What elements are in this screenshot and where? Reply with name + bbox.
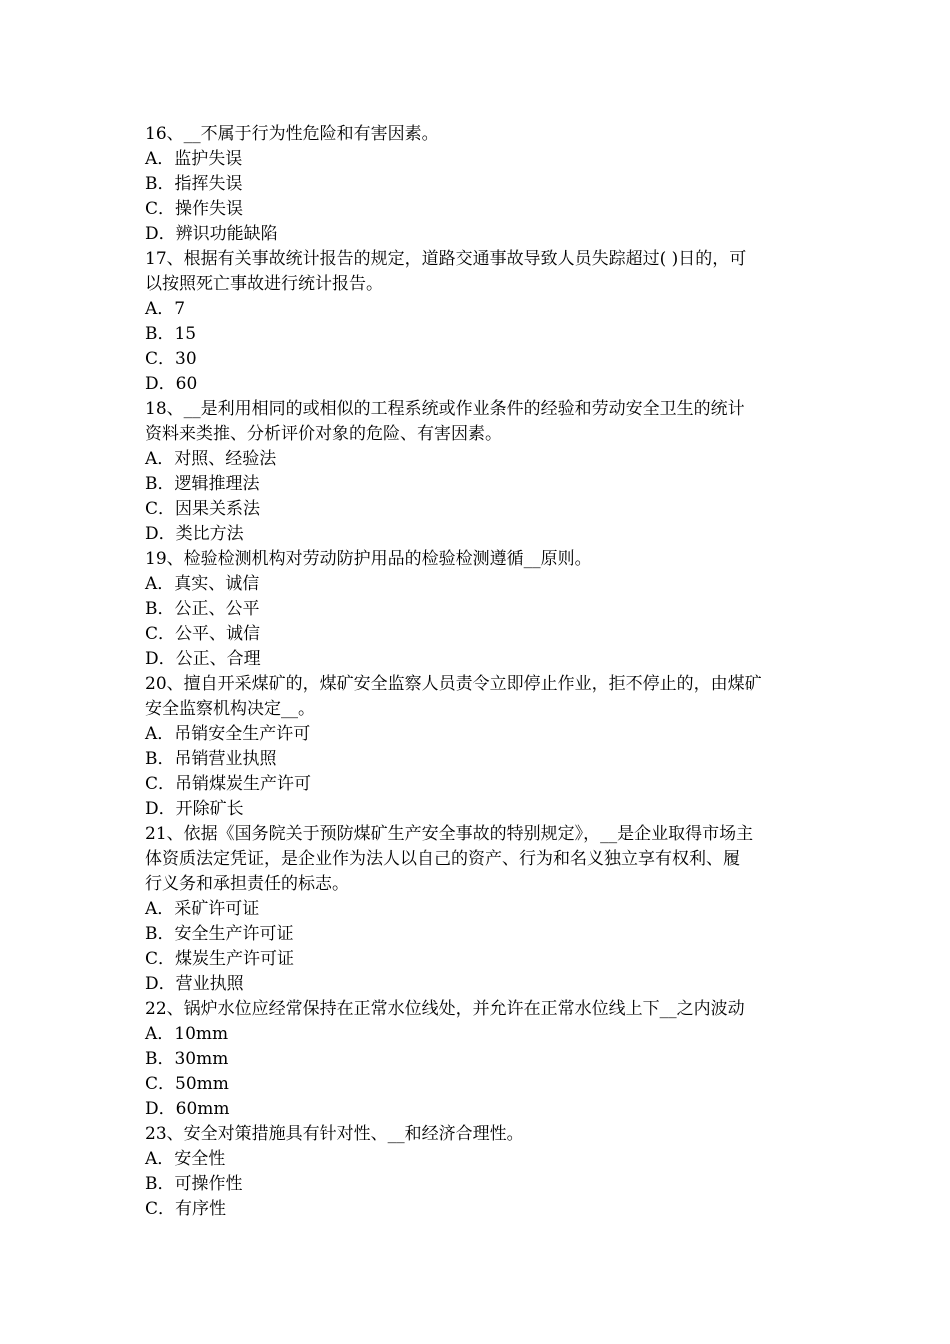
answer-option: C．因果关系法 [145,499,261,519]
question-text: 以按照死亡事故进行统计报告。 [145,274,383,294]
answer-option: D．60mm [145,1099,230,1119]
answer-option: B．30mm [145,1049,229,1069]
question-block [145,997,810,1122]
answer-option: B．可操作性 [145,1174,243,1194]
answer-option: C．有序性 [145,1199,227,1219]
answer-option: D．辨识功能缺陷 [145,224,278,244]
answer-option: D．60 [145,374,198,394]
question-block [145,547,810,672]
answer-option: C．操作失误 [145,199,244,219]
answer-option: B．公正、公平 [145,599,260,619]
question-text: 16、__不属于行为性危险和有害因素。 [145,124,439,144]
answer-option: D．类比方法 [145,524,244,544]
question-text: 17、根据有关事故统计报告的规定，道路交通事故导致人员失踪超过( )日的，可 [145,249,747,269]
answer-option: B．吊销营业执照 [145,749,277,769]
answer-option: A．吊销安全生产许可 [145,724,311,744]
answer-option: C．50mm [145,1074,229,1094]
question-text: 行义务和承担责任的标志。 [145,874,349,894]
question-text: 20、擅自开采煤矿的，煤矿安全监察人员责令立即停止作业，拒不停止的，由煤矿 [145,674,762,694]
question-text: 23、安全对策措施具有针对性、__和经济合理性。 [145,1124,524,1144]
answer-option: C．煤炭生产许可证 [145,949,295,969]
question-text: 体资质法定凭证，是企业作为法人以自己的资产、行为和名义独立享有权利、履 [145,849,740,869]
answer-option: A．10mm [145,1024,229,1044]
document-page [145,122,810,1222]
answer-option: A．安全性 [145,1149,226,1169]
answer-option: D．开除矿长 [145,799,244,819]
answer-option: A．对照、经验法 [145,449,277,469]
answer-option: B．指挥失误 [145,174,243,194]
question-text: 资料来类推、分析评价对象的危险、有害因素。 [145,424,502,444]
answer-option: A．监护失误 [145,149,243,169]
answer-option: B．安全生产许可证 [145,924,294,944]
answer-option: A．真实、诚信 [145,574,260,594]
question-text: 19、检验检测机构对劳动防护用品的检验检测遵循__原则。 [145,549,592,569]
answer-option: D．公正、合理 [145,649,261,669]
question-block [145,1122,810,1222]
question-block [145,822,810,997]
answer-option: B．逻辑推理法 [145,474,260,494]
question-block [145,122,810,247]
answer-option: A．采矿许可证 [145,899,260,919]
question-block [145,397,810,547]
answer-option: C．30 [145,349,197,369]
answer-option: D．营业执照 [145,974,244,994]
question-text: 22、锅炉水位应经常保持在正常水位线处，并允许在正常水位线上下__之内波动 [145,999,745,1019]
answer-option: C．公平、诚信 [145,624,261,644]
question-text: 安全监察机构决定__。 [145,699,315,719]
answer-option: C．吊销煤炭生产许可 [145,774,312,794]
question-text: 18、__是利用相同的或相似的工程系统或作业条件的经验和劳动安全卫生的统计 [145,399,745,419]
question-text: 21、依据《国务院关于预防煤矿生产安全事故的特别规定》，__是企业取得市场主 [145,824,754,844]
question-block [145,672,810,822]
question-block [145,247,810,397]
answer-option: A．7 [145,299,186,319]
answer-option: B．15 [145,324,197,344]
